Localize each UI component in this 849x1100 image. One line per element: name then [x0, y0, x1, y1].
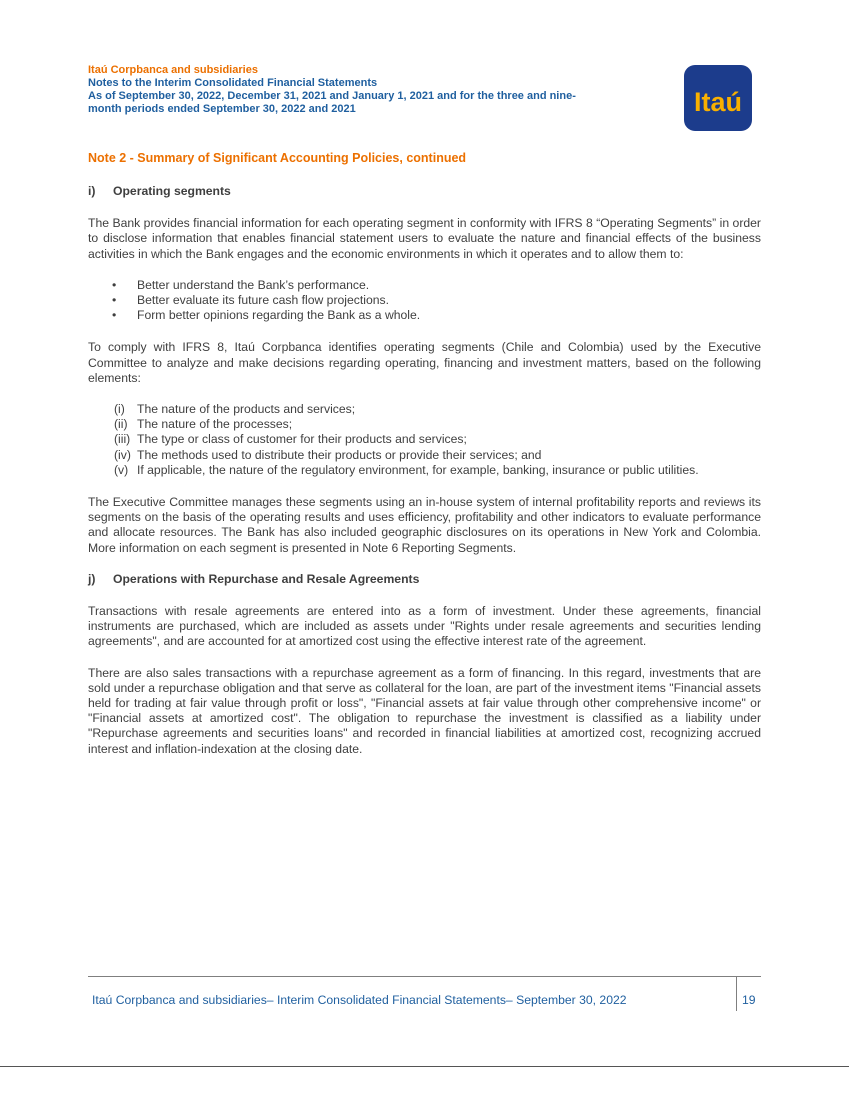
element-item — [88, 402, 761, 417]
element-number: (v) — [114, 462, 129, 477]
element-item — [88, 463, 761, 478]
section-i-paragraph-1: The Bank provides financial information for each operating segment in conformity with IFRS 8 “Operating Segments” in order to disclose information that enables financial statement users to evaluate the nature and financial effects of the business activities in which the Bank engages and the economic environments in which it operates and to allow them to: — [88, 216, 761, 261]
element-item — [88, 448, 761, 463]
section-j-title: Operations with Repurchase and Resale Agreements — [113, 571, 420, 586]
element-number: (i) — [114, 402, 125, 417]
header-line-3: As of September 30, 2022, December 31, 2021 and January 1, 2021 and for the three and nine- — [88, 90, 576, 102]
page-number: 19 — [742, 993, 756, 1007]
bullet-item: • Better evaluate its future cash flow projections. — [88, 293, 761, 308]
element-text: If applicable, the nature of the regulatory environment, for example, banking, insurance or public utilities. — [137, 462, 699, 477]
header-line-2: Notes to the Interim Consolidated Financial Statements — [88, 77, 378, 89]
footer-text: Itaú Corpbanca and subsidiaries– Interim Consolidated Financial Statements– September 30, 2022 — [92, 993, 627, 1007]
header-line-4: month periods ended September 30, 2022 and 2021 — [88, 103, 356, 115]
note-title: Note 2 - Summary of Significant Accounting Policies, continued — [88, 151, 467, 165]
element-text: The type or class of customer for their products and services; — [137, 432, 467, 447]
elements-list — [88, 402, 761, 478]
element-text: The nature of the processes; — [137, 417, 293, 432]
element-text: The nature of the products and services; — [137, 402, 356, 417]
element-number: (iii) — [114, 432, 131, 447]
section-i-label: i) — [88, 184, 96, 198]
section-i-heading — [88, 184, 761, 199]
page-header — [88, 64, 658, 116]
section-i-paragraph-3: The Executive Committee manages these segments using an in-house system of internal profitability reports and reviews its segments on the basis of the operating results and uses efficiency, profitability and other indicators to evaluate performance and allocate resources. The Bank has also included geographic disclosures on its operations in New York and Colombia. More information on each segment is presented in Note 6 Reporting Segments. — [88, 495, 761, 555]
bullet-item: • Better understand the Bank’s performance. — [88, 278, 761, 293]
section-j-label: j) — [88, 571, 96, 586]
element-number: (ii) — [114, 417, 128, 432]
section-j-heading — [88, 572, 761, 587]
page-bottom-border — [0, 1066, 849, 1067]
header-company: Itaú Corpbanca and subsidiaries — [88, 64, 258, 76]
element-item — [88, 432, 761, 447]
logo-text: Itaú — [693, 86, 742, 117]
document-body — [88, 184, 761, 773]
purpose-bullet-list — [88, 278, 761, 324]
element-item — [88, 417, 761, 432]
section-j-paragraph-2: There are also sales transactions with a repurchase agreement as a form of financing. In this regard, investments that are sold under a repurchase obligation and that serve as collateral for the loan, are part of the investment items "Financial assets held for trading at fair value through profit or loss", "Financial assets at fair value through other comprehensive income" or "Financial assets at amortized cost". The obligation to repurchase the investment is classified as a liability under "Repurchase agreements and securities loans" and recorded in financial liabilities at amortized cost, recognizing accrued interest and inflation-indexation at the closing date. — [88, 665, 761, 756]
element-text: The methods used to distribute their products or provide their services; and — [137, 447, 542, 462]
section-i-title: Operating segments — [113, 184, 231, 198]
element-number: (iv) — [114, 447, 131, 462]
bullet-item: • Form better opinions regarding the Bank as a whole. — [88, 308, 761, 323]
footer-rule — [88, 976, 761, 977]
section-j-paragraph-1: Transactions with resale agreements are entered into as a form of investment. Under these agreements, financial instruments are purchased, which are included as assets under "Rights under resale agreements and securities lending agreements", and are accounted for at amortized cost using the effective interest rate of the agreement. — [88, 604, 761, 649]
itau-logo — [684, 65, 752, 131]
footer-divider — [736, 976, 737, 1011]
section-i-paragraph-2: To comply with IFRS 8, Itaú Corpbanca identifies operating segments (Chile and Colombia) used by the Executive Committee to analyze and make decisions regarding operating, financing and investment matters, based on the following elements: — [88, 340, 761, 385]
